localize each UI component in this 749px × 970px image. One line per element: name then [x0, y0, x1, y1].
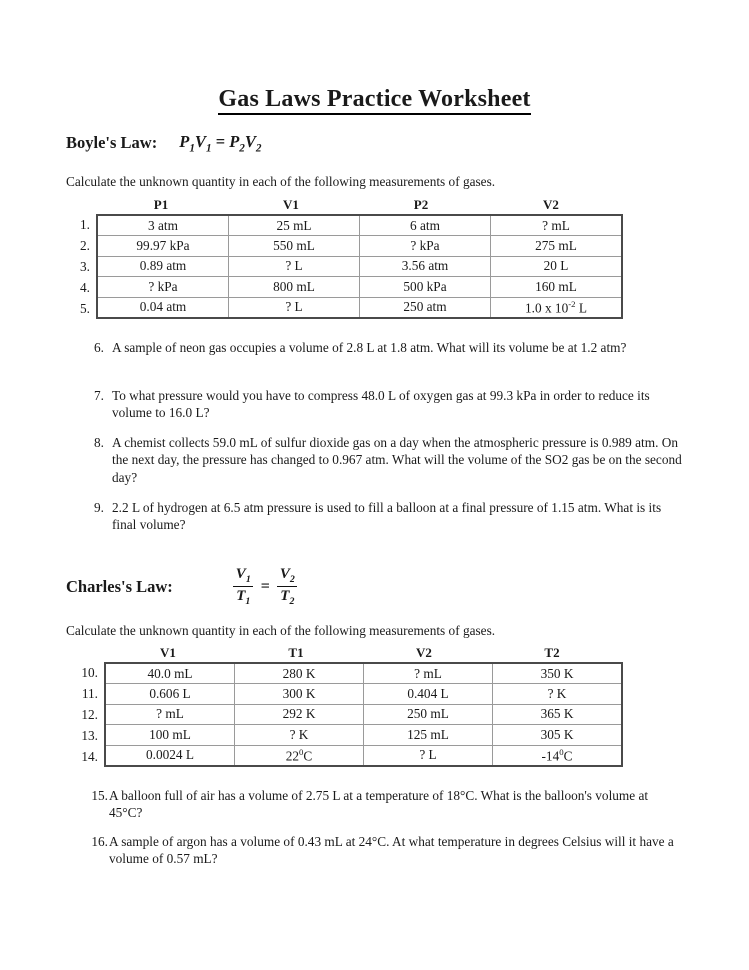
row-number: 13.: [81, 727, 98, 743]
cell-t2: ? K: [493, 684, 623, 704]
fraction-denominator: [233, 586, 253, 607]
question-text: A sample of neon gas occupies a volume of 2.8 L at 1.8 atm. What will its volume be at 1.2 atm?: [112, 340, 627, 355]
boyles-law-table: [96, 214, 623, 319]
column-header-v2: V2: [543, 197, 559, 212]
formula-v1-sub: 1: [205, 142, 212, 155]
table-row: [105, 704, 622, 724]
frac-v1-sub: 1: [245, 574, 251, 585]
column-header-v1: V1: [160, 645, 176, 660]
charles-instruction: Calculate the unknown quantity in each of the following measurements of gases.: [66, 623, 496, 638]
question-16: [84, 833, 688, 868]
cell-v1: ? L: [229, 297, 360, 318]
row-number: 1.: [80, 216, 90, 232]
cell-p2: 6 atm: [360, 215, 491, 236]
table-row: [97, 215, 622, 236]
question-number: 6.: [94, 340, 104, 355]
cell-t1: 292 K: [235, 704, 364, 724]
frac-v2: V: [279, 566, 290, 582]
cell-v1: 25 mL: [229, 215, 360, 236]
question-text: 2.2 L of hydrogen at 6.5 atm pressure is used to fill a balloon at a final pressure of 1.15 atm. What is its final volume?: [112, 500, 662, 533]
question-text: A sample of argon has a volume of 0.43 mL at 24°C. At what temperature in degrees Celsius will it have a volume of 0.57 mL?: [109, 834, 674, 867]
row-number: 2.: [80, 237, 90, 253]
cell-p2: 3.56 atm: [360, 256, 491, 276]
cell-v2: 160 mL: [491, 277, 623, 297]
fraction-right: [277, 566, 298, 607]
charles-law-formula: [233, 566, 298, 607]
cell-p1: 0.89 atm: [97, 256, 229, 276]
charles-row-numbers: [70, 662, 104, 767]
column-header-t1: T1: [288, 645, 304, 660]
question-9: [84, 499, 684, 534]
question-6: [84, 339, 684, 356]
question-text: To what pressure would you have to compress 48.0 L of oxygen gas at 99.3 kPa in order to reduce its volume to 16.0 L?: [112, 388, 650, 421]
question-7: [84, 387, 684, 422]
charles-law-table-block: [70, 645, 623, 767]
question-15: [84, 787, 684, 822]
fraction-left: [233, 566, 254, 607]
cell-t2: 350 K: [493, 663, 623, 684]
cell-v1: 40.0 mL: [105, 663, 235, 684]
table-row: [97, 297, 622, 318]
charles-law-heading: [66, 566, 298, 607]
cell-p1: 3 atm: [97, 215, 229, 236]
column-header-t2: T2: [544, 645, 560, 660]
row-number: 12.: [81, 706, 98, 722]
cell-t2-degrees: [493, 745, 623, 766]
sci-suffix: L: [575, 299, 587, 315]
cell-v2: ? mL: [364, 663, 493, 684]
charles-table-headers: [104, 645, 623, 661]
fraction-denominator: [277, 586, 297, 607]
cell-v1: 0.0024 L: [105, 745, 235, 766]
deg-symbol: 0: [559, 746, 564, 757]
cell-v2: 275 mL: [491, 236, 623, 256]
table-row: [97, 256, 622, 276]
formula-v2-sub: 2: [255, 142, 262, 155]
boyles-law-label: Boyle's Law:: [66, 133, 158, 153]
cell-t2: 305 K: [493, 725, 623, 745]
question-text: A chemist collects 59.0 mL of sulfur dioxide gas on a day when the atmospheric pressure is 0.989 atm. On the next day, the pressure has changed to 0.967 atm. What will the volume of the SO2 gas be on the second day?: [112, 435, 682, 485]
row-number: 10.: [81, 664, 98, 680]
deg-unit: C: [303, 747, 313, 763]
row-number: 14.: [81, 748, 98, 764]
formula-v2: V: [244, 132, 256, 151]
cell-v2: 0.404 L: [364, 684, 493, 704]
row-number: 4.: [80, 279, 90, 295]
question-text: A balloon full of air has a volume of 2.75 L at a temperature of 18°C. What is the balloon's volume at 45°C?: [109, 788, 649, 821]
fraction-equals: =: [260, 577, 270, 595]
charles-law-table: [104, 662, 623, 767]
fraction-numerator: [233, 566, 254, 586]
cell-v1: 0.606 L: [105, 684, 235, 704]
cell-t1: ? K: [235, 725, 364, 745]
formula-p1: P: [179, 132, 190, 151]
cell-v1: 800 mL: [229, 277, 360, 297]
cell-p1: 99.97 kPa: [97, 236, 229, 256]
cell-v2: ? L: [364, 745, 493, 766]
sci-base: 1.0 x 10: [525, 299, 569, 315]
question-number: 8.: [94, 435, 104, 450]
page-title: [0, 86, 749, 113]
boyles-law-heading: [66, 132, 262, 154]
deg-base: 22: [285, 747, 300, 763]
sci-exponent: -2: [568, 298, 576, 309]
table-row: [105, 663, 622, 684]
cell-v1: 100 mL: [105, 725, 235, 745]
question-number: 15.: [91, 788, 108, 803]
cell-p2: 250 atm: [360, 297, 491, 318]
cell-v2: 20 L: [491, 256, 623, 276]
boyles-table-headers: [96, 197, 623, 213]
cell-p2: 500 kPa: [360, 277, 491, 297]
cell-v1: ? L: [229, 256, 360, 276]
table-row: [105, 745, 622, 766]
cell-v1: ? mL: [105, 704, 235, 724]
column-header-p2: P2: [413, 197, 429, 212]
boyles-law-table-block: [62, 197, 623, 319]
charles-law-label: Charles's Law:: [66, 576, 173, 596]
question-number: 9.: [94, 500, 104, 515]
frac-t2: T: [280, 588, 290, 605]
formula-p1-sub: 1: [189, 142, 195, 155]
cell-v2: ? mL: [491, 215, 623, 236]
table-row: [97, 277, 622, 297]
boyles-row-numbers: [62, 214, 96, 319]
question-number: 7.: [94, 388, 104, 403]
column-header-p1: P1: [153, 197, 169, 212]
cell-t1-degrees: [235, 745, 364, 766]
boyles-instruction: Calculate the unknown quantity in each of the following measurements of gases.: [66, 174, 496, 189]
formula-p2-sub: 2: [239, 142, 245, 155]
cell-v2: 250 mL: [364, 704, 493, 724]
row-number: 5.: [80, 300, 90, 316]
cell-p2: ? kPa: [360, 236, 491, 256]
table-row: [105, 725, 622, 745]
page-title-text: Gas Laws Practice Worksheet: [218, 86, 530, 115]
frac-v1: V: [235, 566, 246, 582]
cell-t2: 365 K: [493, 704, 623, 724]
deg-symbol: 0: [299, 746, 304, 757]
column-header-v2: V2: [416, 645, 432, 660]
boyles-law-formula: [179, 132, 261, 154]
frac-t2-sub: 2: [289, 596, 295, 608]
table-row: [105, 684, 622, 704]
row-number: 11.: [81, 685, 98, 701]
deg-base: -14: [541, 747, 560, 763]
deg-unit: C: [563, 747, 573, 763]
question-8: [84, 434, 688, 486]
column-header-v1: V1: [283, 197, 299, 212]
formula-v1: V: [194, 132, 206, 151]
charles-table-body: [70, 662, 623, 767]
table-row: [97, 236, 622, 256]
cell-v1: 550 mL: [229, 236, 360, 256]
boyles-table-body: [62, 214, 623, 319]
cell-v2: 125 mL: [364, 725, 493, 745]
cell-t1: 300 K: [235, 684, 364, 704]
frac-t1-sub: 1: [245, 596, 251, 608]
frac-t1: T: [236, 588, 246, 605]
fraction-numerator: [277, 566, 298, 586]
cell-t1: 280 K: [235, 663, 364, 684]
question-number: 16.: [91, 834, 108, 849]
row-number: 3.: [80, 258, 90, 274]
formula-equals: =: [215, 132, 226, 151]
cell-p1: 0.04 atm: [97, 297, 229, 318]
cell-v2-scientific: [491, 297, 623, 318]
formula-p2: P: [229, 132, 240, 151]
frac-v2-sub: 2: [289, 574, 295, 585]
cell-p1: ? kPa: [97, 277, 229, 297]
